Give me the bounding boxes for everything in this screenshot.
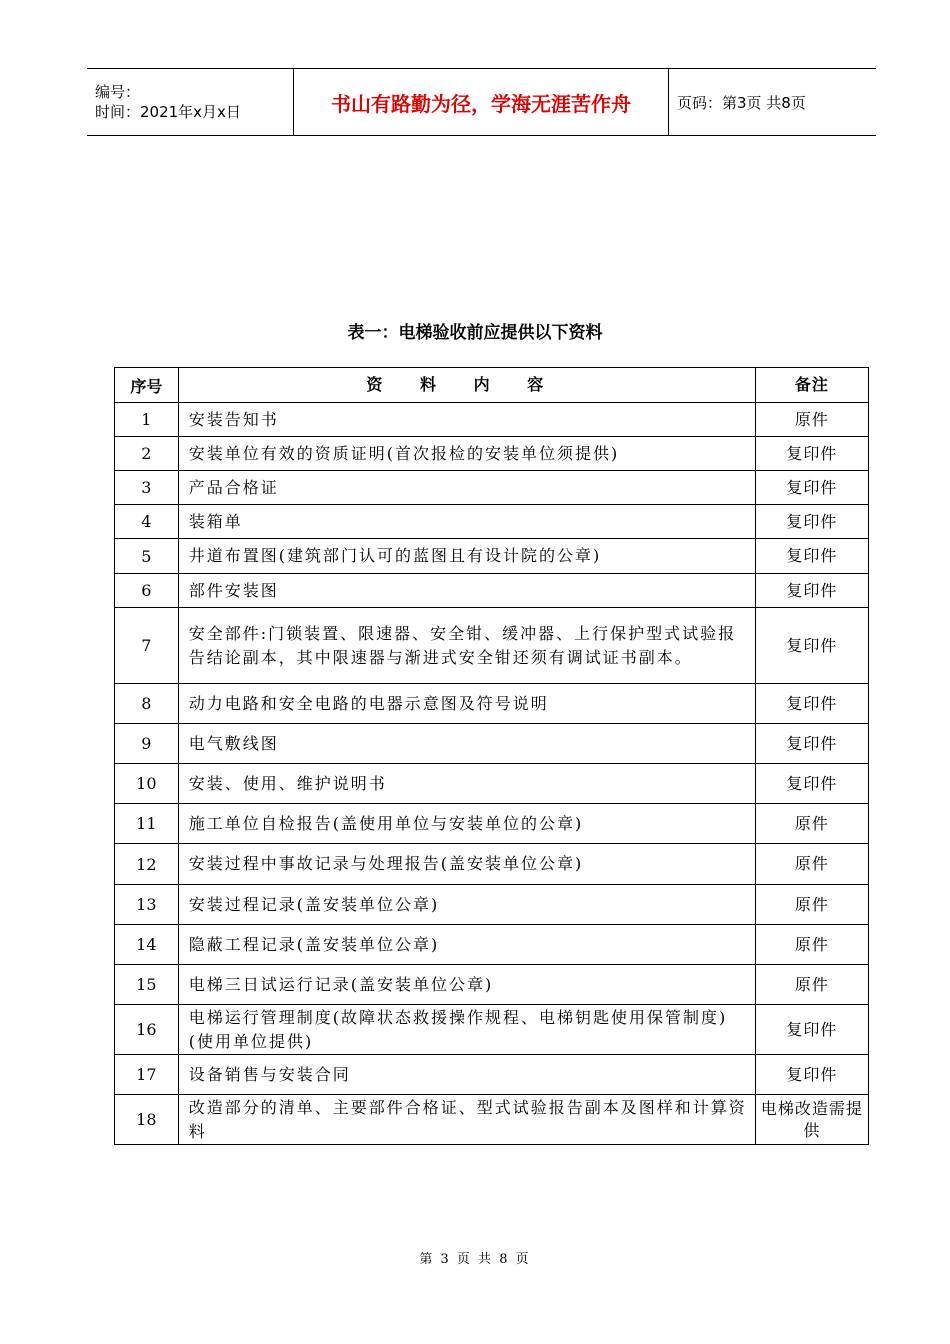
row-note: 复印件 (755, 684, 868, 724)
row-number: 12 (115, 844, 179, 885)
table-body (115, 403, 869, 1145)
row-number: 13 (115, 885, 179, 925)
row-content: 隐蔽工程记录(盖安装单位公章) (178, 925, 755, 965)
row-content: 安装单位有效的资质证明(首次报检的安装单位须提供) (178, 437, 755, 471)
row-number: 17 (115, 1055, 179, 1095)
table-title: 表一：电梯验收前应提供以下资料 (347, 323, 603, 343)
column-header-note: 备注 (755, 368, 868, 403)
row-note: 复印件 (755, 724, 868, 764)
table-row (115, 885, 869, 925)
row-content: 动力电路和安全电路的电器示意图及符号说明 (178, 684, 755, 724)
row-content: 安装过程记录(盖安装单位公章) (178, 885, 755, 925)
row-content: 安装告知书 (178, 403, 755, 437)
row-note: 复印件 (755, 437, 868, 471)
page-header (87, 68, 876, 136)
header-page-info: 页码：第3页 共8页 (669, 69, 877, 136)
table-row (115, 1055, 869, 1095)
row-note: 原件 (755, 885, 868, 925)
row-number: 8 (115, 684, 179, 724)
row-note: 复印件 (755, 539, 868, 574)
row-content: 产品合格证 (178, 471, 755, 505)
row-number: 10 (115, 764, 179, 804)
table-row (115, 505, 869, 539)
document-time: 时间：2021年x月x日 (95, 103, 241, 121)
table-row (115, 1005, 869, 1055)
table-row (115, 574, 869, 608)
row-number: 7 (115, 608, 179, 684)
row-number: 3 (115, 471, 179, 505)
row-number: 5 (115, 539, 179, 574)
row-note: 原件 (755, 925, 868, 965)
table-header-row (115, 368, 869, 403)
materials-table (114, 367, 869, 1145)
row-note: 复印件 (755, 608, 868, 684)
table-row (115, 403, 869, 437)
row-note: 复印件 (755, 471, 868, 505)
row-note: 复印件 (755, 1055, 868, 1095)
row-content: 部件安装图 (178, 574, 755, 608)
row-number: 4 (115, 505, 179, 539)
row-number: 6 (115, 574, 179, 608)
table-row (115, 724, 869, 764)
table-row (115, 804, 869, 844)
row-note: 原件 (755, 403, 868, 437)
row-content: 安全部件:门锁装置、限速器、安全钳、缓冲器、上行保护型式试验报告结论副本，其中限速器与渐进式安全钳还须有调试证书副本。 (178, 608, 755, 684)
table-row (115, 965, 869, 1005)
row-content: 改造部分的清单、主要部件合格证、型式试验报告副本及图样和计算资料 (178, 1095, 755, 1145)
table-row (115, 764, 869, 804)
table-row (115, 925, 869, 965)
row-note: 复印件 (755, 574, 868, 608)
row-content: 装箱单 (178, 505, 755, 539)
row-number: 1 (115, 403, 179, 437)
row-note: 复印件 (755, 1005, 868, 1055)
row-note: 原件 (755, 965, 868, 1005)
column-header-content: 资 料 内 容 (178, 368, 755, 403)
row-content: 安装、使用、维护说明书 (178, 764, 755, 804)
row-note: 复印件 (755, 764, 868, 804)
page-footer: 第 3 页 共 8 页 (419, 1252, 531, 1267)
row-number: 9 (115, 724, 179, 764)
row-number: 14 (115, 925, 179, 965)
row-note: 电梯改造需提供 (755, 1095, 868, 1145)
row-note: 复印件 (755, 505, 868, 539)
row-number: 11 (115, 804, 179, 844)
row-content: 电梯运行管理制度(故障状态救援操作规程、电梯钥匙使用保管制度)(使用单位提供) (178, 1005, 755, 1055)
row-number: 15 (115, 965, 179, 1005)
row-content: 电梯三日试运行记录(盖安装单位公章) (178, 965, 755, 1005)
column-header-number: 序号 (115, 368, 179, 403)
table-row (115, 539, 869, 574)
table-row (115, 844, 869, 885)
row-content: 施工单位自检报告(盖使用单位与安装单位的公章) (178, 804, 755, 844)
header-meta (87, 69, 294, 136)
row-content: 安装过程中事故记录与处理报告(盖安装单位公章) (178, 844, 755, 885)
table-row (115, 608, 869, 684)
table-row (115, 1095, 869, 1145)
row-content: 井道布置图(建筑部门认可的蓝图且有设计院的公章) (178, 539, 755, 574)
row-note: 原件 (755, 804, 868, 844)
row-note: 原件 (755, 844, 868, 885)
row-content: 设备销售与安装合同 (178, 1055, 755, 1095)
row-number: 18 (115, 1095, 179, 1145)
table-row (115, 471, 869, 505)
row-number: 16 (115, 1005, 179, 1055)
table-row (115, 437, 869, 471)
document-number: 编号： (95, 83, 141, 101)
row-number: 2 (115, 437, 179, 471)
table-row (115, 684, 869, 724)
row-content: 电气敷线图 (178, 724, 755, 764)
header-motto: 书山有路勤为径，学海无涯苦作舟 (294, 69, 669, 136)
